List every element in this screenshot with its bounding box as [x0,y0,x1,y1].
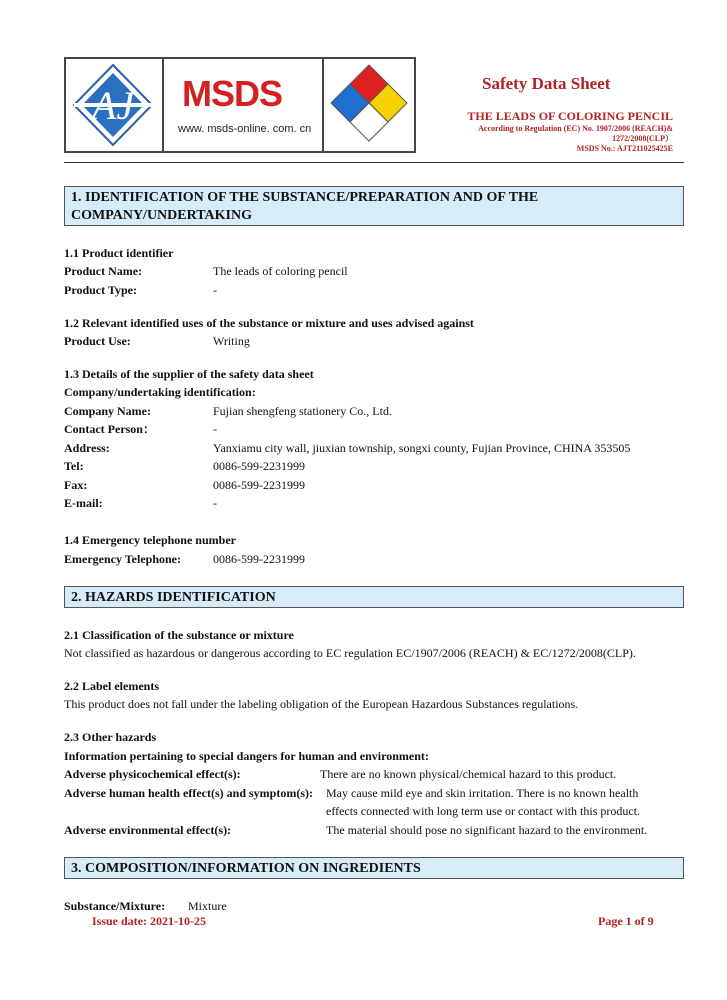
website-text: www. msds-online. com. cn [178,123,312,135]
special-dangers-label: Information pertaining to special dangers for human and environment: [64,749,429,763]
aj-logo-icon [66,59,160,151]
health-effects-label: Adverse human health effect(s) and symptom(s): [64,786,313,800]
product-use-value: Writing [213,334,250,348]
emergency-phone-label: Emergency Telephone: [64,552,181,566]
subsection-1-4-title: 1.4 Emergency telephone number [64,533,236,547]
product-name-value: The leads of coloring pencil [213,264,348,278]
tel-value: 0086-599-2231999 [213,459,305,473]
contact-person-value: - [213,422,217,436]
page-number: Page 1 of 9 [598,914,654,928]
address-value: Yanxiamu city wall, jiuxian township, songxi county, Fujian Province, CHINA 353505 [213,441,631,455]
company-name-label: Company Name: [64,404,151,418]
section-2-heading: 2. HAZARDS IDENTIFICATION [64,586,684,608]
product-title: THE LEADS OF COLORING PENCIL [467,109,673,123]
emergency-phone-value: 0086-599-2231999 [213,552,305,566]
product-use-label: Product Use: [64,334,131,348]
physicochemical-value: There are no known physical/chemical hazard to this product. [320,767,617,781]
tel-label: Tel: [64,459,84,473]
regulation-line-2: 1272/2008(CLP） [612,134,673,143]
subsection-2-1-text: Not classified as hazardous or dangerous according to EC regulation EC/1907/2006 (REACH) & EC/1272/2008(CLP). [64,646,636,660]
msds-logo-cell [164,59,324,151]
product-type-value: - [213,283,217,297]
physicochemical-label: Adverse physicochemical effect(s): [64,767,241,781]
substance-mixture-value: Mixture [188,899,227,913]
environmental-value: The material should pose no significant hazard to the environment. [326,823,648,837]
subsection-1-3-title: 1.3 Details of the supplier of the safety data sheet [64,367,314,381]
fax-value: 0086-599-2231999 [213,478,305,492]
address-label: Address: [64,441,110,455]
header-logo-box [64,57,416,153]
section-1-heading [64,186,684,226]
aj-logo-letters: AJ [91,83,135,128]
environmental-label: Adverse environmental effect(s): [64,823,232,837]
document-title: Safety Data Sheet [482,74,611,93]
product-name-label: Product Name: [64,264,143,278]
header-divider [64,162,684,163]
company-name-value: Fujian shengfeng stationery Co., Ltd. [213,404,392,418]
aj-logo-cell [66,59,164,151]
subsection-2-1-title: 2.1 Classification of the substance or mixture [64,628,294,642]
product-type-label: Product Type: [64,283,138,297]
health-effects-value-line-1: May cause mild eye and skin irritation. There is no known health [326,786,639,800]
issue-date: Issue date: 2021-10-25 [92,914,206,928]
subsection-1-1-title: 1.1 Product identifier [64,246,174,260]
email-value: - [213,496,217,510]
subsection-1-2-title: 1.2 Relevant identified uses of the substance or mixture and uses advised against [64,316,474,330]
health-effects-value-line-2: effects connected with long term use or contact with this product. [326,804,641,818]
section-1-heading-line-2: COMPANY/UNDERTAKING [71,208,252,223]
subsection-2-2-title: 2.2 Label elements [64,679,159,693]
subsection-2-3-title: 2.3 Other hazards [64,730,157,744]
contact-person-label: Contact Person： [64,422,155,436]
substance-mixture-label: Substance/Mixture: [64,899,166,913]
company-ident-label: Company/undertaking identification: [64,385,256,399]
subsection-2-2-text: This product does not fall under the labeling obligation of the European Hazardous Substances regulations. [64,697,579,711]
fax-label: Fax: [64,478,88,492]
regulation-text [373,124,673,154]
regulation-line-1: According to Regulation (EC) No. 1907/2006 (REACH)& [478,124,673,133]
section-3-heading: 3. COMPOSITION/INFORMATION ON INGREDIENTS [64,857,684,879]
msds-number: MSDS No.: AJT211025425E [576,144,673,153]
section-1-heading-line-1: 1. IDENTIFICATION OF THE SUBSTANCE/PREPARATION AND OF THE [71,190,539,205]
email-label: E-mail: [64,496,103,510]
msds-logo: MSDS [182,73,283,114]
